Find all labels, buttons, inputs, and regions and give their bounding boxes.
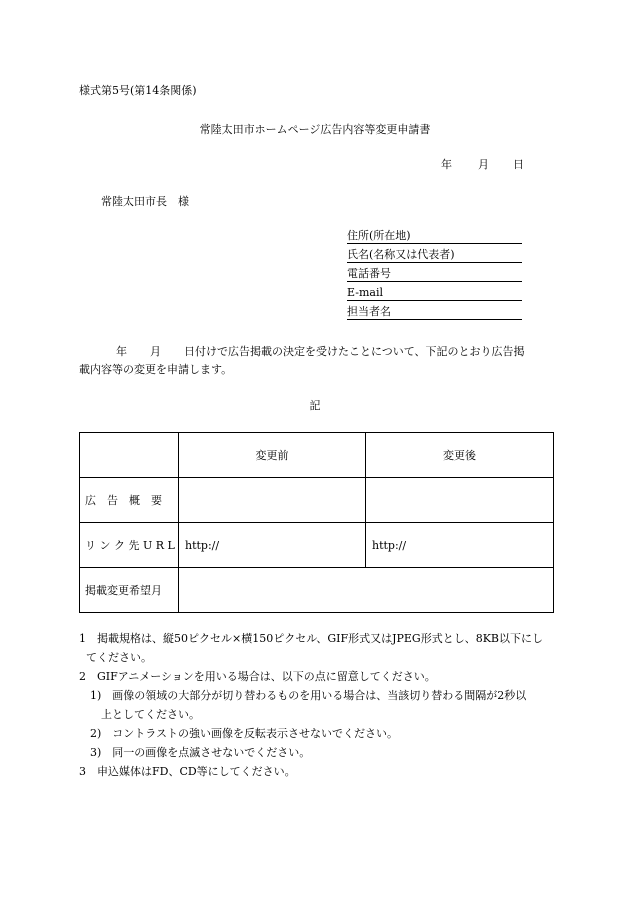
note-3: 3 申込媒体はFD、CD等にしてください。: [79, 765, 296, 778]
body-text-line1: 日付けで広告掲載の決定を受けたことについて、下記のとおり広告掲: [184, 345, 525, 358]
body-text-line2: 載内容等の変更を申請します。: [79, 363, 233, 376]
row-summary-label: 広 告 概 要: [80, 478, 179, 523]
date-day: 日: [513, 158, 524, 171]
name-field[interactable]: 氏名(名称又は代表者): [347, 248, 522, 263]
form-number: 様式第5号(第14条関係): [79, 84, 197, 97]
addressee: 常陸太田市長 様: [101, 195, 189, 208]
url-after-cell[interactable]: http://: [366, 523, 554, 568]
body-year: 年: [116, 345, 127, 358]
col-before-header: 変更前: [179, 433, 366, 478]
note-2-1-line1: 1) 画像の領域の大部分が切り替わるものを用いる場合は、当該切り替わる間隔が2秒以: [90, 689, 527, 702]
col-after-header: 変更後: [366, 433, 554, 478]
note-2-2: 2) コントラストの強い画像を反転表示させないでください。: [90, 727, 398, 740]
date-value-cell[interactable]: [179, 568, 554, 613]
summary-after-cell[interactable]: [366, 478, 554, 523]
row-url-label: リ ン ク 先 U R L: [80, 523, 179, 568]
summary-before-cell[interactable]: [179, 478, 366, 523]
date-month: 月: [478, 158, 489, 171]
url-before-cell[interactable]: http://: [179, 523, 366, 568]
page-title: 常陸太田市ホームページ広告内容等変更申請書: [199, 123, 431, 136]
row-date-label: 掲載変更希望月: [80, 568, 179, 613]
change-table: [79, 432, 554, 613]
table-row: [80, 523, 554, 568]
table-corner-cell: [80, 433, 179, 478]
phone-field[interactable]: 電話番号: [347, 267, 522, 282]
table-row: [80, 478, 554, 523]
contact-person-field[interactable]: 担当者名: [347, 305, 522, 320]
ki-heading: 記: [309, 399, 321, 412]
note-2-1-line2: 上としてください。: [101, 708, 200, 721]
address-field[interactable]: 住所(所在地): [347, 229, 522, 244]
table-row: [80, 568, 554, 613]
note-1-line2: てください。: [86, 651, 152, 664]
email-field[interactable]: E-mail: [347, 286, 522, 301]
date-year: 年: [441, 158, 452, 171]
note-2: 2 GIFアニメーションを用いる場合は、以下の点に留意してください。: [79, 670, 436, 683]
note-2-3: 3) 同一の画像を点滅させないでください。: [90, 746, 311, 759]
body-month: 月: [150, 345, 161, 358]
note-1-line1: 1 掲載規格は、縦50ピクセル×横150ピクセル、GIF形式又はJPEG形式とし、8KB以下にし: [79, 632, 544, 645]
table-header-row: [80, 433, 554, 478]
